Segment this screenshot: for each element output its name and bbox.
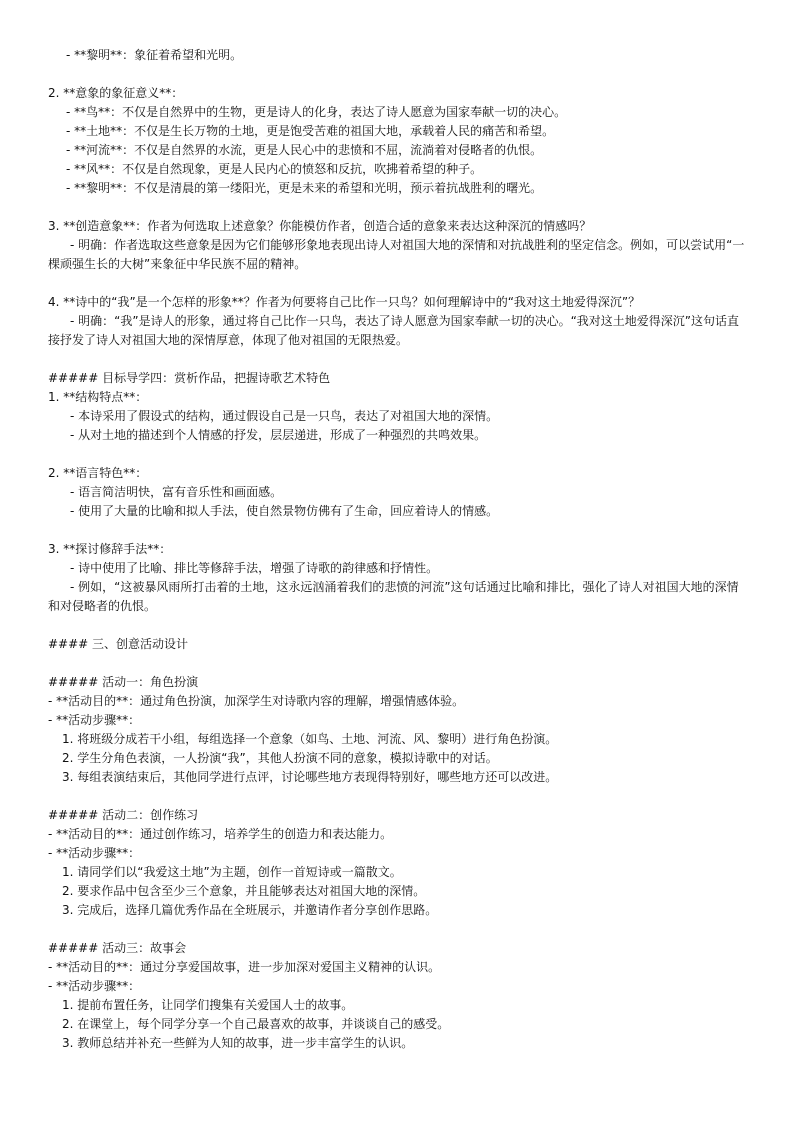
- numbered-item: 2. 要求作品中包含至少三个意象，并且能够表达对祖国大地的深情。: [62, 884, 426, 898]
- numbered-item: 1. 提前布置任务，让同学们搜集有关爱国人士的故事。: [62, 998, 354, 1012]
- numbered-item: 2. 在课堂上，每个同学分享一个自己最喜欢的故事，并谈谈自己的感受。: [62, 1017, 450, 1031]
- bullet-item: - 明确：作者选取这些意象是因为它们能够形象地表现出诗人对祖国大地的深情和对抗战胜利的坚定信念。例如，可以尝试用“一棵顽强生长的大树”来象征中华民族不屈的精神。: [48, 238, 745, 271]
- numbered-item: 3. **创造意象**：作者为何选取上述意象？你能模仿作者，创造合适的意象来表达这种深沉的情感吗？: [48, 219, 592, 233]
- numbered-item: 1. 将班级分成若干小组，每组选择一个意象（如鸟、土地、河流、风、黎明）进行角色扮演。: [62, 732, 558, 746]
- blank-line: [48, 654, 748, 673]
- numbered-item: 2. **意象的象征意义**：: [48, 86, 184, 100]
- blank-line: [48, 350, 748, 369]
- numbered-item: 2. **语言特色**：: [48, 466, 148, 480]
- bullet-item: - 本诗采用了假设式的结构，通过假设自己是一只鸟，表达了对祖国大地的深情。: [70, 409, 499, 423]
- section-heading: ##### 活动二：创作练习: [48, 808, 199, 822]
- numbered-item: 1. **结构特点**：: [48, 390, 148, 404]
- bullet-item: - **黎明**：象征着希望和光明。: [66, 48, 243, 62]
- blank-line: [48, 920, 748, 939]
- numbered-item: 3. 完成后，选择几篇优秀作品在全班展示，并邀请作者分享创作思路。: [62, 903, 438, 917]
- bullet-item: - 使用了大量的比喻和拟人手法，使自然景物仿佛有了生命，回应着诗人的情感。: [70, 504, 499, 518]
- bullet-item: - **黎明**：不仅是清晨的第一缕阳光，更是未来的希望和光明，预示着抗战胜利的曙光。: [66, 181, 543, 195]
- section-heading: ##### 活动三：故事会: [48, 941, 187, 955]
- numbered-item: 1. 请同学们以“我爱这土地”为主题，创作一首短诗或一篇散文。: [62, 865, 402, 879]
- numbered-item: 2. 学生分角色表演，一人扮演“我”，其他人扮演不同的意象，模拟诗歌中的对话。: [62, 751, 498, 765]
- numbered-item: 3. 每组表演结束后，其他同学进行点评，讨论哪些地方表现得特别好，哪些地方还可以改进。: [62, 770, 558, 784]
- section-heading: ##### 目标导学四：赏析作品，把握诗歌艺术特色: [48, 371, 331, 385]
- bullet-item: - **活动步骤**：: [48, 979, 141, 993]
- blank-line: [48, 521, 748, 540]
- bullet-item: - **活动步骤**：: [48, 846, 141, 860]
- section-heading: ##### 活动一：角色扮演: [48, 675, 199, 689]
- bullet-item: - **河流**：不仅是自然界的水流，更是人民心中的悲愤和不屈，流淌着对侵略者的仇恨。: [66, 143, 543, 157]
- bullet-item: - **活动目的**：通过角色扮演，加深学生对诗歌内容的理解，增强情感体验。: [48, 694, 465, 708]
- bullet-item: - **土地**：不仅是生长万物的土地，更是饱受苦难的祖国大地，承载着人民的痛苦和希望。: [66, 124, 555, 138]
- bullet-item: - 从对土地的描述到个人情感的抒发，层层递进，形成了一种强烈的共鸣效果。: [70, 428, 487, 442]
- blank-line: [48, 787, 748, 806]
- numbered-item: 3. **探讨修辞手法**：: [48, 542, 172, 556]
- numbered-item: 4. **诗中的“我”是一个怎样的形象**？作者为何要将自己比作一只鸟？如何理解诗中的“我对这土地爱得深沉”？: [48, 295, 641, 309]
- bullet-item: - **鸟**：不仅是自然界中的生物，更是诗人的化身，表达了诗人愿意为国家奉献一切的决心。: [66, 105, 567, 119]
- bullet-item: - **风**：不仅是自然现象，更是人民内心的愤怒和反抗，吹拂着希望的种子。: [66, 162, 483, 176]
- section-heading: #### 三、创意活动设计: [48, 637, 189, 651]
- document-body: [48, 46, 748, 1053]
- bullet-item: - 语言简洁明快，富有音乐性和画面感。: [70, 485, 283, 499]
- blank-line: [48, 445, 748, 464]
- bullet-item: - **活动目的**：通过创作练习，培养学生的创造力和表达能力。: [48, 827, 393, 841]
- blank-line: [48, 65, 748, 84]
- numbered-item: 3. 教师总结并补充一些鲜为人知的故事，进一步丰富学生的认识。: [62, 1036, 414, 1050]
- bullet-item: - **活动目的**：通过分享爱国故事，进一步加深对爱国主义精神的认识。: [48, 960, 441, 974]
- blank-line: [48, 274, 748, 293]
- blank-line: [48, 616, 748, 635]
- bullet-item: - 例如，“这被暴风雨所打击着的土地，这永远汹涌着我们的悲愤的河流”这句话通过比喻和排比，强化了诗人对祖国大地的深情和对侵略者的仇恨。: [48, 580, 739, 613]
- bullet-item: - 诗中使用了比喻、排比等修辞手法，增强了诗歌的韵律感和抒情性。: [70, 561, 439, 575]
- blank-line: [48, 198, 748, 217]
- bullet-item: - **活动步骤**：: [48, 713, 141, 727]
- bullet-item: - 明确：“我”是诗人的形象，通过将自己比作一只鸟，表达了诗人愿意为国家奉献一切的决心。“我对这土地爱得深沉”这句话直接抒发了诗人对祖国大地的深情厚意，体现了他对祖国的无限热爱。: [48, 314, 740, 347]
